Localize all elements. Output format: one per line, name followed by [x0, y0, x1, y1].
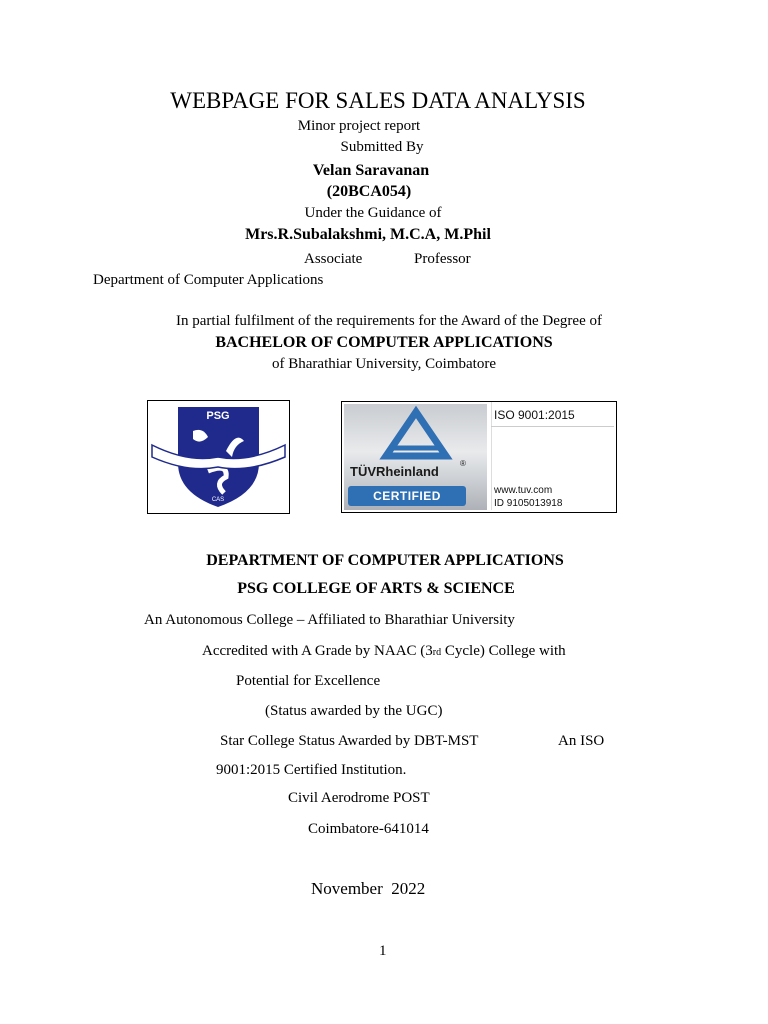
college-heading: PSG COLLEGE OF ARTS & SCIENCE: [237, 580, 515, 597]
tuv-url: www.tuv.com: [494, 485, 553, 496]
tuv-registered-mark: ®: [460, 459, 466, 468]
tuv-certification-logo: [341, 401, 617, 513]
submitted-by: Submitted By: [340, 139, 424, 155]
svg-text:PSG: PSG: [206, 410, 230, 422]
report-date: November 2022: [311, 879, 426, 898]
guide-designation-associate: Associate: [304, 251, 363, 267]
star-college-text: Star College Status Awarded by DBT-MST: [220, 733, 479, 749]
potential-text: Potential for Excellence: [236, 673, 381, 689]
accreditation-superscript: rd: [432, 647, 442, 658]
student-id: (20BCA054): [326, 183, 412, 200]
psg-logo: [147, 400, 290, 514]
psg-emblem-icon: [148, 401, 289, 513]
page-number: 1: [379, 943, 387, 959]
iso-certification-text: 9001:2015 Certified Institution.: [216, 762, 407, 778]
address-line-1: Civil Aerodrome POST: [288, 790, 430, 806]
accreditation-text: [202, 643, 566, 660]
tuv-id: ID 9105013918: [494, 498, 563, 509]
guide-department: Department of Computer Applications: [93, 272, 324, 288]
accreditation-suffix: Cycle) College with: [441, 643, 566, 659]
tuv-certified-badge: CERTIFIED: [348, 486, 466, 506]
report-type: Minor project report: [297, 118, 421, 134]
guide-designation-professor: Professor: [414, 251, 471, 267]
student-name: Velan Saravanan: [312, 162, 430, 179]
guide-name: Mrs.R.Subalakshmi, M.C.A, M.Phil: [245, 226, 491, 243]
department-heading: DEPARTMENT OF COMPUTER APPLICATIONS: [206, 552, 564, 569]
fulfilment-text: In partial fulfilment of the requirements for the Award of the Degree of: [176, 313, 602, 329]
guidance-label: Under the Guidance of: [304, 205, 442, 221]
tuv-badge: [344, 404, 487, 510]
tuv-divider-horizontal: [491, 426, 614, 427]
tuv-divider: [491, 402, 492, 510]
iso-prefix-text: An ISO: [558, 733, 605, 749]
autonomous-text: An Autonomous College – Affiliated to Bharathiar University: [144, 612, 515, 628]
svg-text:CAS: CAS: [211, 497, 225, 503]
tuv-brand: TÜVRheinland: [350, 464, 439, 479]
degree-heading: BACHELOR OF COMPUTER APPLICATIONS: [215, 334, 553, 351]
tuv-triangle-icon: [344, 404, 487, 464]
tuv-iso-label: ISO 9001:2015: [494, 408, 575, 422]
page-title: WEBPAGE FOR SALES DATA ANALYSIS: [170, 88, 586, 113]
university-text: of Bharathiar University, Coimbatore: [272, 356, 496, 372]
address-line-2: Coimbatore-641014: [308, 821, 429, 837]
accreditation-prefix: Accredited with A Grade by NAAC (3: [202, 643, 433, 659]
ugc-status-text: (Status awarded by the UGC): [265, 703, 443, 719]
